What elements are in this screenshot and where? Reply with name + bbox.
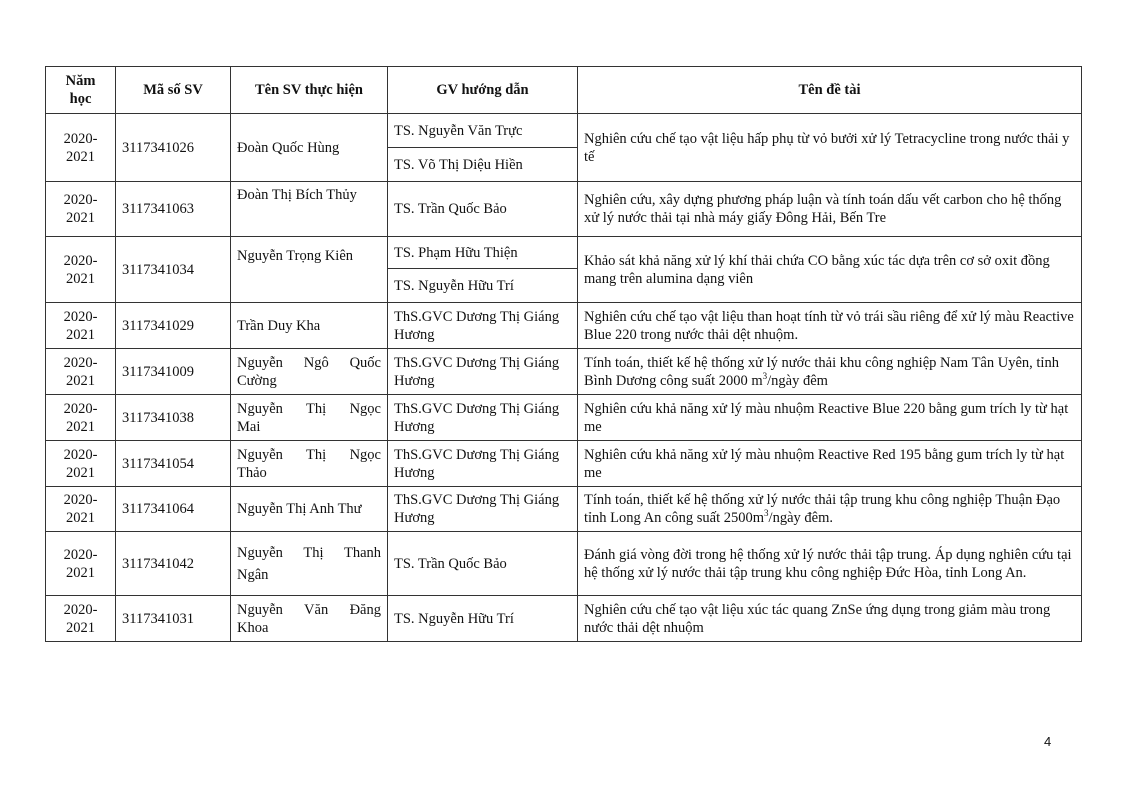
topic-text-end: /ngày đêm <box>767 372 828 389</box>
table-header-row <box>46 67 1082 114</box>
header-topic: Tên đề tài <box>578 67 1082 114</box>
cell-student-name: Trần Duy Kha <box>231 303 388 349</box>
topic-text: Tính toán, thiết kế hệ thống xử lý nước thải khu công nghiệp Nam Tân Uyên, tỉnh Bình Dương công suất 2000 m <box>584 354 1059 389</box>
cell-student-id: 3117341026 <box>116 114 231 182</box>
table-row <box>46 349 1082 395</box>
cell-student-id: 3117341054 <box>116 441 231 487</box>
cell-advisor: TS. Nguyễn Hữu Trí <box>388 596 578 642</box>
page-number: 4 <box>1044 734 1052 749</box>
cell-topic <box>578 487 1082 532</box>
cell-year: 2020-2021 <box>46 114 116 182</box>
cell-advisor: ThS.GVC Dương Thị Giáng Hương <box>388 303 578 349</box>
cell-student-name: Đoàn Thị Bích Thủy <box>231 182 388 237</box>
student-name-line-2: Khoa <box>237 619 269 636</box>
table-row <box>46 395 1082 441</box>
cell-topic: Nghiên cứu chế tạo vật liệu hấp phụ từ vỏ bưởi xử lý Tetracycline trong nước thải y tế <box>578 114 1082 182</box>
cell-advisor: ThS.GVC Dương Thị Giáng Hương <box>388 441 578 487</box>
student-name-line-1: Nguyễn Ngô Quốc <box>237 354 381 371</box>
cell-topic: Nghiên cứu khả năng xử lý màu nhuộm Reactive Blue 220 bằng gum trích ly từ hạt me <box>578 395 1082 441</box>
cell-year: 2020-2021 <box>46 182 116 237</box>
cell-student-id: 3117341063 <box>116 182 231 237</box>
topic-superscript: 3 <box>762 370 768 381</box>
cell-topic: Khảo sát khả năng xử lý khí thải chứa CO bằng xúc tác dựa trên cơ sở oxit đồng mang trên alumina dạng viên <box>578 237 1082 303</box>
header-year: Năm học <box>46 67 116 114</box>
cell-student-name: Đoàn Quốc Hùng <box>231 114 388 182</box>
student-name-line-2: Mai <box>237 418 261 435</box>
cell-student-name: Nguyễn Thị Anh Thư <box>231 487 388 532</box>
cell-student-id: 3117341009 <box>116 349 231 395</box>
cell-student-id: 3117341064 <box>116 487 231 532</box>
cell-student-id: 3117341038 <box>116 395 231 441</box>
cell-year: 2020-2021 <box>46 237 116 303</box>
cell-year: 2020-2021 <box>46 441 116 487</box>
table-row <box>46 487 1082 532</box>
table-row <box>46 532 1082 596</box>
cell-student-id: 3117341034 <box>116 237 231 303</box>
cell-student-id: 3117341042 <box>116 532 231 596</box>
cell-topic: Nghiên cứu, xây dựng phương pháp luận và tính toán dấu vết carbon cho hệ thống xử lý nước thải tại nhà máy giấy Đông Hải, Bến Tre <box>578 182 1082 237</box>
table-row <box>46 182 1082 237</box>
header-student-id: Mã số SV <box>116 67 231 114</box>
thesis-table <box>45 66 1082 642</box>
student-name-line-1: Nguyễn Thị Thanh <box>237 544 381 561</box>
topic-text-end: /ngày đêm. <box>768 510 833 526</box>
cell-year: 2020-2021 <box>46 349 116 395</box>
cell-student-id: 3117341031 <box>116 596 231 642</box>
cell-student-id: 3117341029 <box>116 303 231 349</box>
student-name-line-1: Nguyễn Thị Ngọc <box>237 400 381 417</box>
cell-topic: Nghiên cứu chế tạo vật liệu xúc tác quang ZnSe ứng dụng trong giảm màu trong nước thải dệt nhuộm <box>578 596 1082 642</box>
cell-year: 2020-2021 <box>46 532 116 596</box>
table-row <box>46 114 1082 148</box>
cell-topic: Nghiên cứu chế tạo vật liệu than hoạt tính từ vỏ trái sầu riêng để xử lý màu Reactive Blue 220 trong nước thải dệt nhuộm. <box>578 303 1082 349</box>
cell-advisor: TS. Nguyễn Hữu Trí <box>388 269 578 303</box>
table-row <box>46 237 1082 269</box>
topic-superscript: 3 <box>764 508 769 519</box>
cell-student-name <box>231 441 388 487</box>
cell-year: 2020-2021 <box>46 487 116 532</box>
table-row <box>46 441 1082 487</box>
cell-topic <box>578 349 1082 395</box>
table-row <box>46 596 1082 642</box>
cell-year: 2020-2021 <box>46 303 116 349</box>
student-name-line-2: Ngân <box>237 566 269 583</box>
topic-text: Tính toán, thiết kế hệ thống xử lý nước thải tập trung khu công nghiệp Thuận Đạo tỉnh Long An công suất 2500m <box>584 492 1061 526</box>
cell-year: 2020-2021 <box>46 596 116 642</box>
cell-advisor: TS. Trần Quốc Bảo <box>388 532 578 596</box>
cell-student-name <box>231 596 388 642</box>
student-name-line-2: Cường <box>237 372 277 389</box>
cell-advisor: ThS.GVC Dương Thị Giáng Hương <box>388 349 578 395</box>
cell-advisor: ThS.GVC Dương Thị Giáng Hương <box>388 487 578 532</box>
student-name-line-1: Nguyễn Thị Ngọc <box>237 446 381 463</box>
cell-topic: Nghiên cứu khả năng xử lý màu nhuộm Reactive Red 195 bằng gum trích ly từ hạt me <box>578 441 1082 487</box>
cell-student-name <box>231 349 388 395</box>
header-student-name: Tên SV thực hiện <box>231 67 388 114</box>
header-advisor: GV hướng dẫn <box>388 67 578 114</box>
student-name-line-1: Nguyễn Văn Đăng <box>237 601 381 618</box>
cell-student-name: Nguyễn Trọng Kiên <box>231 237 388 303</box>
cell-year: 2020-2021 <box>46 395 116 441</box>
cell-advisor: TS. Phạm Hữu Thiện <box>388 237 578 269</box>
cell-student-name <box>231 532 388 596</box>
table-row <box>46 303 1082 349</box>
cell-advisor: TS. Trần Quốc Bảo <box>388 182 578 237</box>
cell-advisor: ThS.GVC Dương Thị Giáng Hương <box>388 395 578 441</box>
cell-student-name <box>231 395 388 441</box>
cell-advisor: TS. Võ Thị Diệu Hiền <box>388 148 578 182</box>
cell-advisor: TS. Nguyễn Văn Trực <box>388 114 578 148</box>
student-name-line-2: Thảo <box>237 464 267 481</box>
cell-topic: Đánh giá vòng đời trong hệ thống xử lý nước thải tập trung. Áp dụng nghiên cứu tại hệ thống xử lý nước thải tập trung khu công nghiệp Đức Hòa, tỉnh Long An. <box>578 532 1082 596</box>
